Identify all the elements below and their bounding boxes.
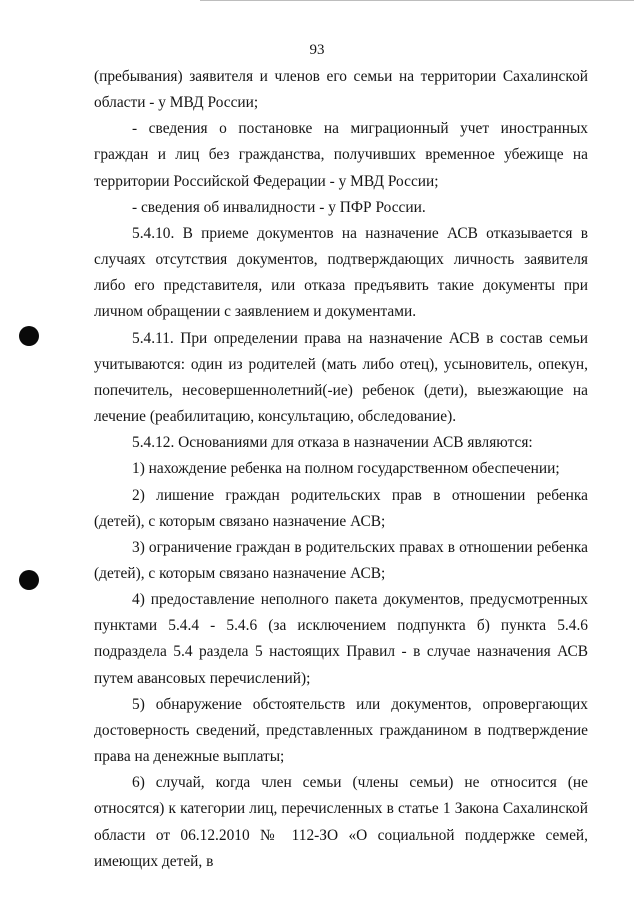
scan-top-edge (200, 0, 634, 1)
paragraph: - сведения об инвалидности - у ПФР России. (132, 198, 426, 216)
page-number: 93 (309, 42, 325, 58)
list-item: 1) нахождение ребенка на полном государственном обеспечении; (132, 460, 560, 478)
document-body (94, 64, 588, 875)
list-item: 6) случай, когда член семьи (члены семьи) не относится (не относятся) к категории лиц, перечисленных в статье 1 Закона Сахалинской области от 06.12.2010 № 112-ЗО «О социальной поддержке семей, имеющих детей, в (94, 774, 588, 870)
punch-hole-mark (19, 570, 39, 590)
list-item: 5) обнаружение обстоятельств или документов, опровергающих достоверность сведений, представленных гражданином в подтверждение права на денежные выплаты; (94, 695, 588, 766)
list-item: 3) ограничение граждан в родительских правах в отношении ребенка (детей), с которым связано назначение АСВ; (94, 538, 588, 582)
punch-hole-mark (19, 326, 39, 346)
paragraph: 5.4.11. При определении права на назначение АСВ в состав семьи учитываются: один из родителей (мать либо отец), усыновитель, опекун, попечитель, несовершеннолетний(-ие) ребенок (дети), выезжающие на лечение (реабилитацию, консультацию, обследование). (94, 329, 588, 426)
paragraph: 5.4.10. В приеме документов на назначение АСВ отказывается в случаях отсутствия документов, подтверждающих личность заявителя либо его представителя, или отказа предъявить такие документы при личном обращении с заявлением и документами. (94, 224, 588, 321)
paragraph: - сведения о постановке на миграционный учет иностранных граждан и лиц без гражданства, получивших временное убежище на территории Российской Федерации - у МВД России; (94, 120, 588, 190)
paragraph: 5.4.12. Основаниями для отказа в назначении АСВ являются: (132, 434, 533, 452)
paragraph: (пребывания) заявителя и членов его семьи на территории Сахалинской области - у МВД России; (94, 68, 588, 112)
list-item: 4) предоставление неполного пакета документов, предусмотренных пунктами 5.4.4 - 5.4.6 (за исключением подпункта б) пункта 5.4.6 подраздела 5.4 раздела 5 настоящих Правил - в случае назначения АСВ путем авансовых перечислений); (94, 591, 588, 687)
list-item: 2) лишение граждан родительских прав в отношении ребенка (детей), с которым связано назначение АСВ; (94, 486, 588, 530)
